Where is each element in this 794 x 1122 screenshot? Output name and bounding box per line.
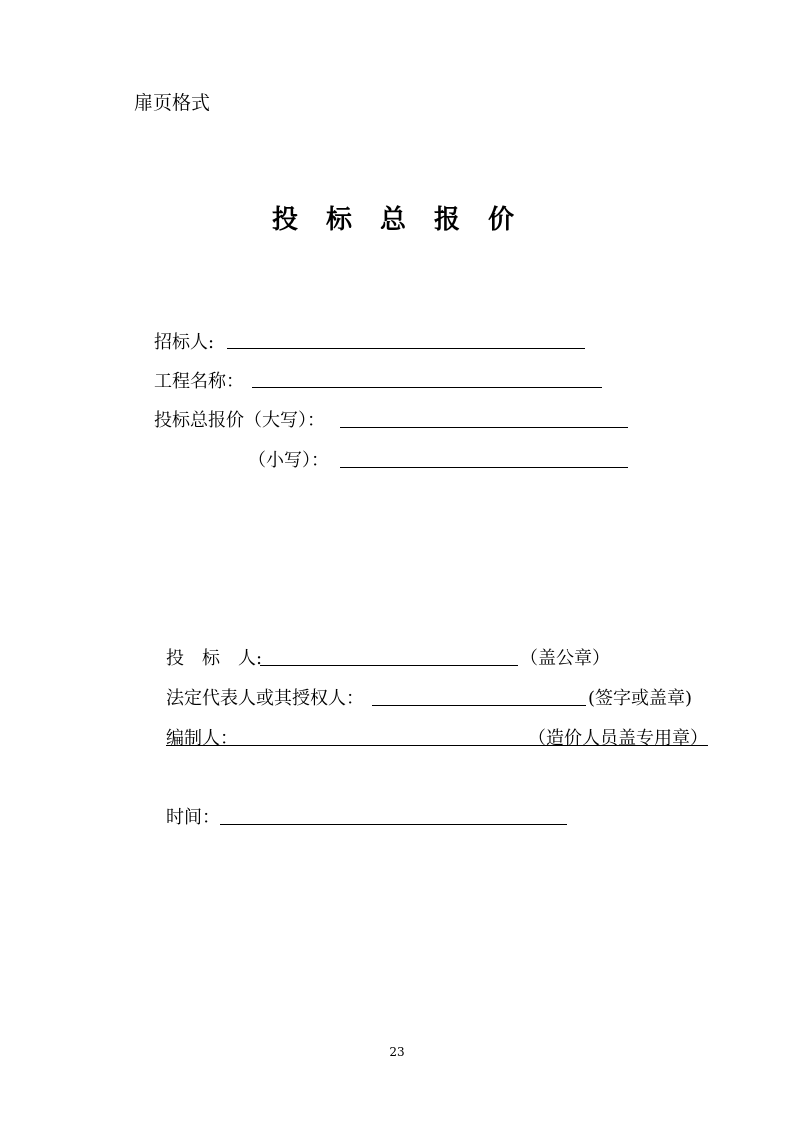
preparer-blank-line[interactable]: [166, 745, 708, 746]
tenderee-blank-line[interactable]: [227, 348, 585, 349]
tenderee-label: 招标人:: [154, 332, 215, 353]
total-bid-uppercase-blank-line[interactable]: [340, 427, 628, 428]
page-number: 23: [389, 1045, 405, 1059]
total-bid-lowercase-label: （小写）：: [248, 450, 329, 471]
legal-rep-blank-line[interactable]: [372, 705, 586, 706]
total-bid-lowercase-blank-line[interactable]: [340, 467, 628, 468]
legal-rep-label: 法定代表人或其授权人：: [166, 688, 364, 709]
page-format-label: 扉页格式: [134, 92, 211, 114]
project-name-blank-line[interactable]: [252, 387, 602, 388]
date-label: 时间：: [166, 807, 220, 828]
legal-rep-sign-note: (签字或盖章): [588, 688, 693, 709]
date-blank-line[interactable]: [220, 824, 567, 825]
preparer-label: 编制人：: [166, 728, 238, 749]
bidder-label: 投 标 人:: [166, 648, 263, 669]
preparer-seal-note: （造价人员盖专用章）: [528, 728, 708, 749]
project-name-label: 工程名称：: [154, 371, 244, 392]
bidder-seal-note: （盖公章）: [520, 648, 610, 669]
total-bid-uppercase-label: 投标总报价（大写）：: [154, 410, 325, 431]
bidder-blank-line[interactable]: [260, 665, 518, 666]
document-title: 投标总报价: [272, 205, 543, 235]
